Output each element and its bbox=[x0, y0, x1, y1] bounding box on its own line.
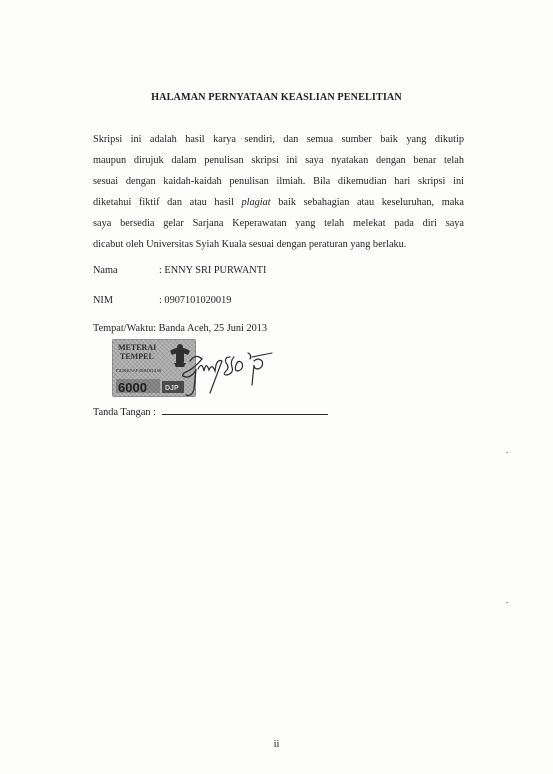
tempat-waktu-row: Tempat/Waktu: Banda Aceh, 25 Juni 2013 bbox=[93, 323, 268, 334]
paragraph-line: dicabut oleh Universitas Syiah Kuala sesuai dengan peraturan yang berlaku. bbox=[93, 239, 407, 250]
paragraph-line: Skripsi ini adalah hasil karya sendiri, dan semua sumber baik yang dikutip bbox=[93, 134, 464, 145]
paragraph-line: saya bersedia gelar Sarjana Keperawatan yang telah melekat pada diri saya bbox=[93, 218, 464, 229]
paragraph-line-text: baik sebahagian atau keseluruhan, maka bbox=[270, 197, 464, 208]
tanda-tangan-row bbox=[93, 407, 328, 418]
italic-term: plagiat bbox=[241, 197, 271, 208]
nama-row bbox=[93, 265, 266, 276]
nama-label: Nama bbox=[93, 265, 118, 276]
paragraph-line: maupun dirujuk dalam penulisan skripsi ini saya nyatakan dengan benar telah bbox=[93, 155, 464, 166]
nim-row bbox=[93, 295, 231, 306]
statement-paragraph bbox=[93, 129, 464, 255]
stamp-badge: DJP bbox=[165, 385, 179, 392]
stamp-serial: F339EAAF459491346 bbox=[116, 368, 162, 373]
tanda-tangan-label: Tanda Tangan : bbox=[93, 407, 156, 418]
stamp-line1: METERAI bbox=[118, 343, 157, 352]
page-title: HALAMAN PERNYATAAN KEASLIAN PENELITIAN bbox=[151, 92, 402, 103]
nim-label: NIM bbox=[93, 295, 114, 306]
nama-value: : ENNY SRI PURWANTI bbox=[159, 265, 267, 276]
stamp-line2: TEMPEL bbox=[120, 352, 154, 361]
signature-underline bbox=[162, 413, 328, 415]
paragraph-line: sesuai dengan kaidah-kaidah penulisan ilmiah. Bila dikemudian hari skripsi ini bbox=[93, 176, 464, 187]
scan-speck bbox=[506, 452, 508, 453]
scan-speck bbox=[506, 602, 508, 603]
handwritten-signature bbox=[172, 345, 278, 403]
paragraph-line-text: diketahui fiktif dan atau hasil bbox=[93, 197, 242, 208]
page-number: ii bbox=[273, 739, 280, 750]
paragraph-line bbox=[93, 192, 464, 213]
nim-value: : 0907101020019 bbox=[159, 295, 232, 306]
stamp-value: 6000 bbox=[118, 380, 147, 395]
